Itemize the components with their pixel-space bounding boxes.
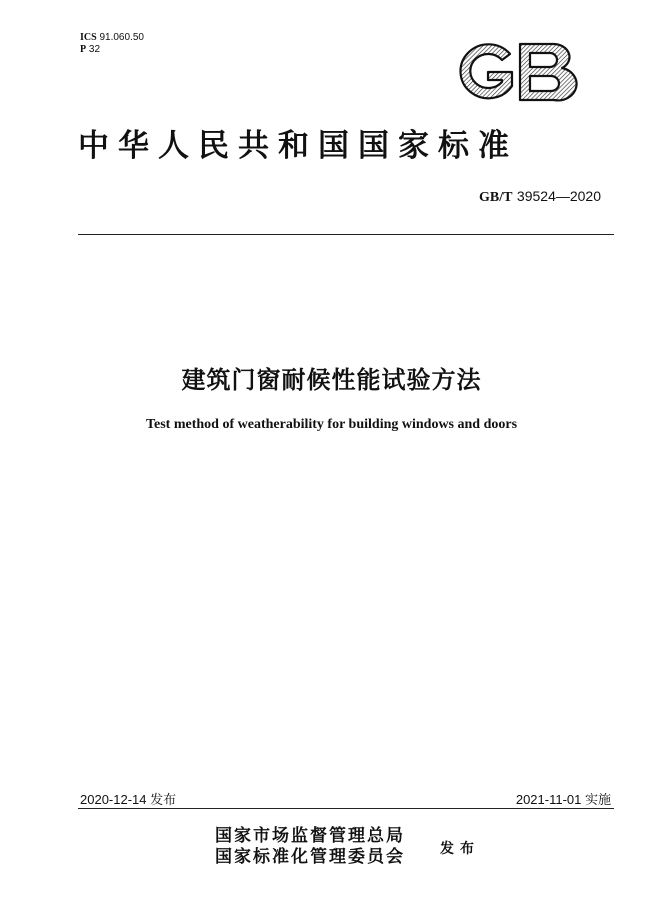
gb-logo-icon xyxy=(450,40,580,104)
ics-code: 91.060.50 xyxy=(99,32,144,43)
p-line xyxy=(80,44,144,56)
p-code: 32 xyxy=(88,44,101,55)
p-label: P xyxy=(80,44,87,55)
issue-date: 2020-12-14 发布 xyxy=(80,792,177,807)
ics-line xyxy=(80,32,144,44)
issuing-authorities xyxy=(215,826,405,868)
standard-code-number: 39524—2020 xyxy=(516,188,601,204)
issuer-line-2: 国家标准化管理委员会 xyxy=(215,847,405,867)
document-title-english: Test method of weatherability for building windows and doors xyxy=(145,417,518,432)
implementation-date: 2021-11-01 实施 xyxy=(515,792,611,807)
issuer-line-1: 国家市场监督管理总局 xyxy=(215,826,405,846)
standard-code xyxy=(479,188,601,206)
standard-category: 中华人民共和国国家标准 xyxy=(78,128,518,164)
top-divider xyxy=(78,234,614,235)
classification-block xyxy=(80,32,144,56)
bottom-divider xyxy=(78,808,614,809)
ics-label: ICS xyxy=(80,32,97,43)
standard-code-prefix: GB/T xyxy=(479,190,513,205)
document-title-chinese: 建筑门窗耐候性能试验方法 xyxy=(181,366,482,394)
release-label: 发布 xyxy=(440,841,480,857)
